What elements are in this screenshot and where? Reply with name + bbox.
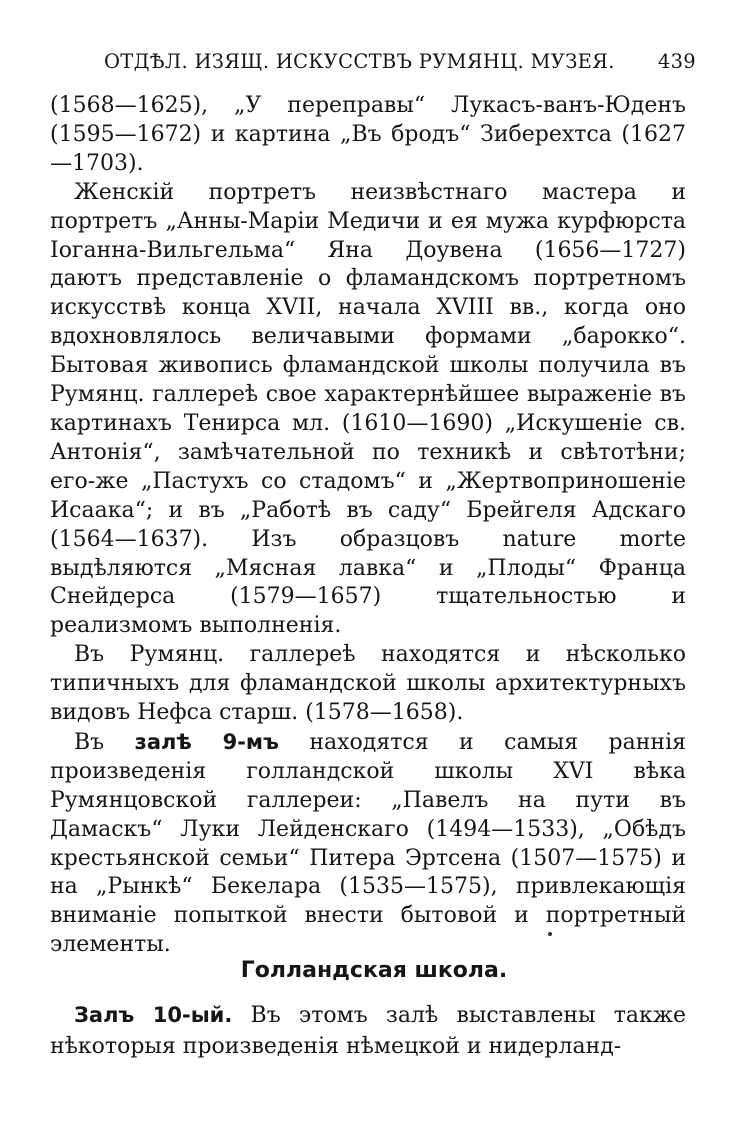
- paragraph-text: Въ этомъ залѣ выставлены также нѣкоторыя произведенія нѣмецкой и нидерланд-: [50, 1003, 686, 1059]
- paragraph-text: (1568—1625), „У переправы“ Лукасъ-ванъ-Юденъ (1595—1672) и картина „Въ бродъ“ Зиберехтса (1627—1703).: [50, 93, 686, 176]
- paragraph-text: Женскій портретъ неизвѣстнаго мастера и портретъ „Анны-Маріи Медичи и ея мужа курфюрста Іоганна-Вильгельма“ Яна Доувена (1656—1727) даютъ представленіе о фламандскомъ портретномъ искусствѣ конца XVII, начала XVIII вв., когда оно вдохновлялось величавыми формами „барокко“. Бытовая живопись фламандской школы получила въ Румянц. галлереѣ свое характернѣйшее выраженіе въ картинахъ Тенирса мл. (1610—1690) „Искушеніе св. Антонія“, замѣчательной по техникѣ и свѣтотѣни; его-же „Пастухъ со стадомъ“ и „Жертвоприношеніе Исаака“; и въ „Работѣ въ саду“ Брейгеля Адскаго (1564—1637). Изъ образцовъ nature morte выдѣляются „Мясная лавка“ и „Плоды“ Франца Снейдерса (1579—1657) тщательностью и реализмомъ выполненія.: [50, 179, 686, 639]
- hall-9-label: залѣ 9-мъ: [134, 729, 279, 754]
- section-heading: Голландская школа.: [240, 958, 508, 983]
- closing-text: [50, 1000, 686, 1062]
- page-number: 439: [657, 50, 696, 73]
- running-head-title: ОТДѢЛ. ИЗЯЩ. ИСКУССТВЪ РУМЯНЦ. МУЗЕЯ.: [104, 50, 615, 73]
- hall-10-label: Залъ 10-ый.: [74, 1003, 233, 1027]
- stray-dot: [548, 932, 552, 936]
- paragraph-flemish-portrait: [50, 179, 686, 642]
- running-head: [104, 50, 696, 73]
- paragraph-hall-9: [50, 728, 686, 960]
- paragraph-continuation: [50, 92, 686, 179]
- paragraph-text: находятся и самыя раннія произведенія голландской школы XVI вѣка Румянцовской галлереи: „Павелъ на пути въ Дамаскъ“ Луки Лейденскаго (1494—1533), „Обѣдъ крестьянской семьи“ Питера Эртсена (1507—1575) и на „Рынкѣ“ Бекелара (1535—1575), привлекающія вниманіе попыткой внести бытовой и портретный элементы.: [50, 729, 686, 958]
- paragraph-lead: Въ: [74, 729, 135, 755]
- paragraph-text: Въ Румянц. галлереѣ находятся и нѣсколько типичныхъ для фламандской школы архитектурныхъ видовъ Нефса старш. (1578—1658).: [50, 642, 686, 726]
- body-text: [50, 92, 686, 960]
- paragraph-architecture: [50, 641, 686, 728]
- paragraph-hall-10: [50, 1000, 686, 1062]
